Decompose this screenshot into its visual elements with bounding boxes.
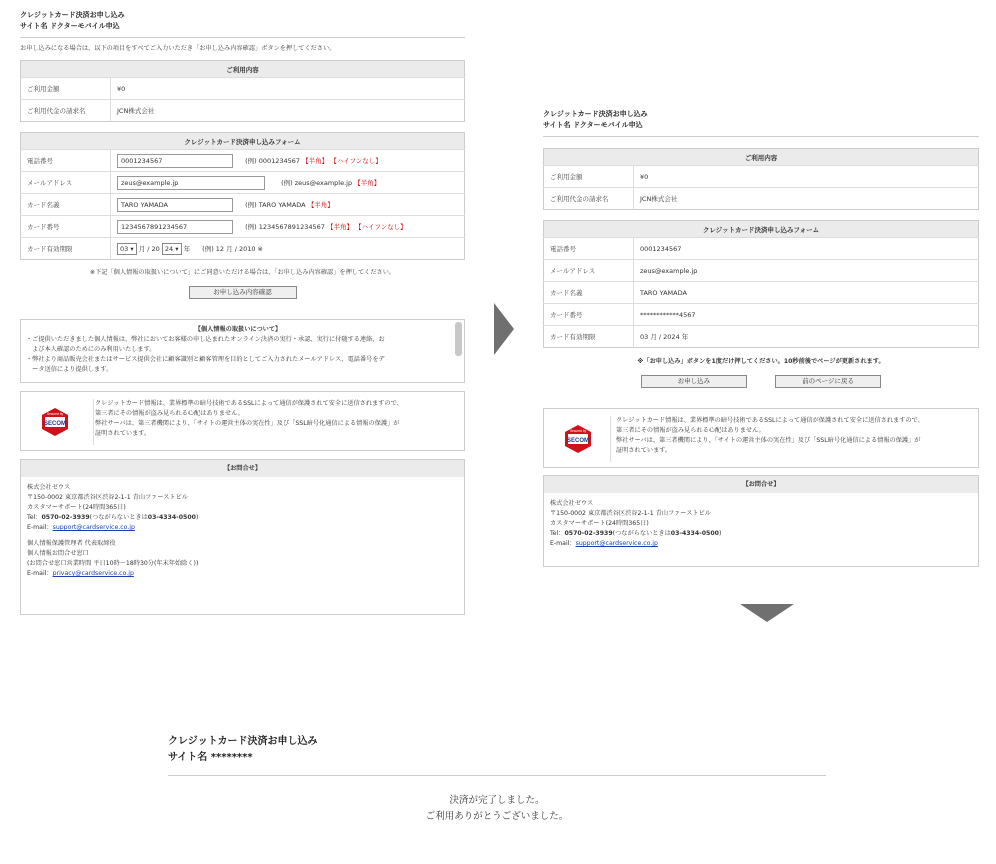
- completion-message-1: 決済が完了しました。: [449, 795, 545, 806]
- arrow-down-icon: [740, 604, 794, 624]
- left-usage-table: [20, 60, 465, 122]
- right-usage-header: ご利用内容: [544, 149, 979, 166]
- phone-input[interactable]: 0001234567: [117, 154, 233, 168]
- right-form-header: クレジットカード決済申し込みフォーム: [544, 221, 979, 238]
- card-name-tag-halfwidth: 【半角】: [307, 200, 334, 209]
- right-contact-address: 〒150-0002 東京都渋谷区渋谷2-1-1 青山ファーストビル: [550, 510, 711, 517]
- right-ssl-text-1: クレジットカード情報は、業界標準の暗号技術であるSSLによって通信が保護されて安全に送信されますので、: [616, 417, 924, 424]
- right-page-title: クレジットカード決済お申し込み: [543, 110, 648, 118]
- right-usage-amount-label: ご利用金額: [544, 166, 634, 188]
- chevron-down-icon: ▾: [175, 244, 179, 253]
- left-ssl-box: [20, 391, 465, 451]
- privacy-email-link[interactable]: privacy@cardservice.co.jp: [52, 570, 134, 577]
- usage-amount-label: ご利用金額: [21, 78, 111, 100]
- privacy-scrollbar[interactable]: [455, 322, 462, 356]
- expiry-year-unit: 年: [183, 244, 191, 253]
- right-email-value: zeus@example.jp: [634, 260, 979, 282]
- right-ssl-text-4: 証明されています。: [616, 447, 672, 454]
- email-input[interactable]: zeus@example.jp: [117, 176, 265, 190]
- card-name-input[interactable]: TARO YAMADA: [117, 198, 233, 212]
- right-phone-value: 0001234567: [634, 238, 979, 260]
- expiry-month-value: 03: [120, 244, 129, 253]
- right-usage-table: [543, 148, 979, 210]
- right-contact-tel: Tel：0570-02-3939(つながらないときは03-4334-0500): [550, 530, 722, 537]
- secom-secured-text: Secured by: [46, 412, 64, 416]
- secom-brand-text: SECOM: [566, 438, 590, 444]
- phone-tag-halfwidth: 【半角】: [302, 156, 329, 165]
- left-card-form: [20, 132, 465, 260]
- email-label: メールアドレス: [21, 172, 111, 194]
- completion-panel: [168, 734, 826, 825]
- contact-address: 〒150-0002 東京都渋谷区渋谷2-1-1 青山ファーストビル: [27, 494, 188, 501]
- contact-tel: Tel：0570-02-3939(つながらないときは03-4334-0500): [27, 514, 199, 521]
- completion-message-2: ご利用ありがとうございました。: [425, 811, 569, 822]
- privacy-email: E-mail：privacy@cardservice.co.jp: [27, 570, 134, 577]
- completion-title: クレジットカード決済お申し込み: [168, 736, 318, 747]
- left-agree-notice: ※下記「個人情報の取扱いについて」にご同意いただける場合は、「お申し込み内容確認」を押してください。: [89, 269, 396, 276]
- secom-seal-icon: [41, 407, 69, 437]
- right-contact-company: 株式会社ゼウス: [550, 500, 594, 507]
- right-usage-amount-value: ¥0: [634, 166, 979, 188]
- privacy-hours: (お問合せ窓口営業時間 平日10時～18時30分(年末年始除く)): [27, 560, 199, 567]
- right-ssl-box: [543, 408, 979, 468]
- contact-support-hours: カスタマーサポート(24時間365日): [27, 504, 126, 511]
- right-usage-biller-label: ご利用代金の請求名: [544, 188, 634, 210]
- expiry-month-select[interactable]: [117, 243, 137, 255]
- left-site-name: サイト名 ドクターモバイル申込: [20, 22, 120, 30]
- right-name-label: カード名義: [544, 282, 634, 304]
- ssl-text-2: 第三者にその情報が盗み見られる心配はありません。: [95, 410, 244, 417]
- arrow-right-icon: [494, 303, 514, 357]
- right-card-value: ************4567: [634, 304, 979, 326]
- expiry-year-value: 24: [164, 244, 174, 253]
- usage-biller-value: JCN株式会社: [111, 100, 465, 122]
- completion-site-name: サイト名 ********: [168, 752, 253, 763]
- contact-company: 株式会社ゼウス: [27, 484, 71, 491]
- support-email-link[interactable]: support@cardservice.co.jp: [52, 524, 135, 531]
- privacy-manager: 個人情報保護管理者 代表取締役: [27, 540, 116, 547]
- form-header: クレジットカード決済申し込みフォーム: [21, 133, 465, 150]
- card-number-example: (例) 1234567891234567: [245, 222, 325, 231]
- right-panel: [543, 109, 979, 567]
- phone-label: 電話番号: [21, 150, 111, 172]
- secom-brand-text: SECOM: [43, 421, 67, 427]
- expiry-label: カード有効期限: [21, 238, 111, 260]
- privacy-desk: 個人情報お問合せ窓口: [27, 550, 89, 557]
- right-contact-header: 【お問合せ】: [544, 476, 978, 493]
- right-ssl-text-2: 第三者にその情報が盗み見られる心配はありません。: [616, 427, 765, 434]
- chevron-down-icon: ▾: [130, 244, 134, 253]
- privacy-text-3: ・弊社より商品販売会社またはサービス提供会社に顧客識別と顧客管理を目的としてご入力されたメールアドレス、電話番号をデ: [26, 356, 385, 363]
- card-number-tag-nohyphen: 【ハイフンなし】: [355, 222, 407, 231]
- confirm-button[interactable]: お申し込み内容確認: [189, 286, 297, 299]
- right-email-label: メールアドレス: [544, 260, 634, 282]
- usage-amount-value: ¥0: [111, 78, 465, 100]
- ssl-text-1: クレジットカード情報は、業界標準の暗号技術であるSSLによって通信が保護されて安全に送信されますので、: [95, 400, 403, 407]
- expiry-example: (例) 12 月 / 2010 ※: [202, 244, 264, 253]
- right-name-value: TARO YAMADA: [634, 282, 979, 304]
- phone-tag-nohyphen: 【ハイフンなし】: [330, 156, 382, 165]
- privacy-box: [20, 319, 465, 383]
- right-expiry-value: 03 月 / 2024 年: [634, 326, 979, 348]
- card-number-input[interactable]: 1234567891234567: [117, 220, 233, 234]
- ssl-text-3: 弊社サーバは、第三者機関により、「サイトの運営主体の実在性」及び「SSL暗号化通信による情報の保護」が: [95, 420, 400, 427]
- right-support-email-link[interactable]: support@cardservice.co.jp: [575, 540, 658, 547]
- usage-biller-label: ご利用代金の請求名: [21, 100, 111, 122]
- left-panel: [20, 10, 465, 615]
- right-contact-support-hours: カスタマーサポート(24時間365日): [550, 520, 649, 527]
- right-usage-biller-value: JCN株式会社: [634, 188, 979, 210]
- privacy-text-2: よび本人確認のためにのみ利用いたします。: [26, 346, 156, 353]
- usage-header: ご利用内容: [21, 61, 465, 78]
- right-confirm-table: [543, 220, 979, 348]
- secom-seal-icon: [564, 424, 592, 454]
- email-example: (例) zeus@example.jp: [281, 178, 353, 187]
- card-number-tag-halfwidth: 【半角】: [326, 222, 353, 231]
- card-number-label: カード番号: [21, 216, 111, 238]
- right-ssl-text-3: 弊社サーバは、第三者機関により、「サイトの運営主体の実在性」及び「SSL暗号化通信による情報の保護」が: [616, 437, 921, 444]
- privacy-text-1: ・ご提供いただきました個人情報は、弊社においてお客様の申し込まれたオンライン決済の実行・承認、実行に付随する連絡、お: [26, 336, 385, 343]
- back-button[interactable]: 前のページに戻る: [775, 375, 881, 388]
- left-intro: お申し込みになる場合は、以下の項目をすべてご入力いただき「お申し込み内容確認」ボタンを押してください。: [20, 45, 336, 52]
- expiry-month-unit: 月 / 20: [138, 244, 160, 253]
- privacy-title: 【個人情報の取扱いについて】: [194, 326, 282, 333]
- card-name-label: カード名義: [21, 194, 111, 216]
- phone-example: (例) 0001234567: [245, 156, 301, 165]
- email-tag-halfwidth: 【半角】: [354, 178, 381, 187]
- right-card-label: カード番号: [544, 304, 634, 326]
- left-page-title: クレジットカード決済お申し込み: [20, 11, 125, 19]
- left-contact-box: [20, 459, 465, 615]
- secom-secured-text: Secured by: [569, 429, 587, 433]
- ssl-text-4: 証明されています。: [95, 430, 151, 437]
- right-contact-email: E-mail：support@cardservice.co.jp: [550, 540, 658, 547]
- right-submit-notice: ※「お申し込み」ボタンを1度だけ押してください。10秒前後でページが更新されます。: [637, 358, 885, 365]
- right-expiry-label: カード有効期限: [544, 326, 634, 348]
- privacy-text-4: ータ送信により提供します。: [26, 366, 113, 373]
- left-contact-header: 【お問合せ】: [21, 460, 464, 477]
- expiry-year-select[interactable]: [162, 243, 182, 255]
- right-contact-box: [543, 475, 979, 567]
- contact-email: E-mail：support@cardservice.co.jp: [27, 524, 135, 531]
- right-phone-label: 電話番号: [544, 238, 634, 260]
- submit-button[interactable]: お申し込み: [641, 375, 747, 388]
- right-site-name: サイト名 ドクターモバイル申込: [543, 121, 643, 129]
- card-name-example: (例) TARO YAMADA: [245, 200, 306, 209]
